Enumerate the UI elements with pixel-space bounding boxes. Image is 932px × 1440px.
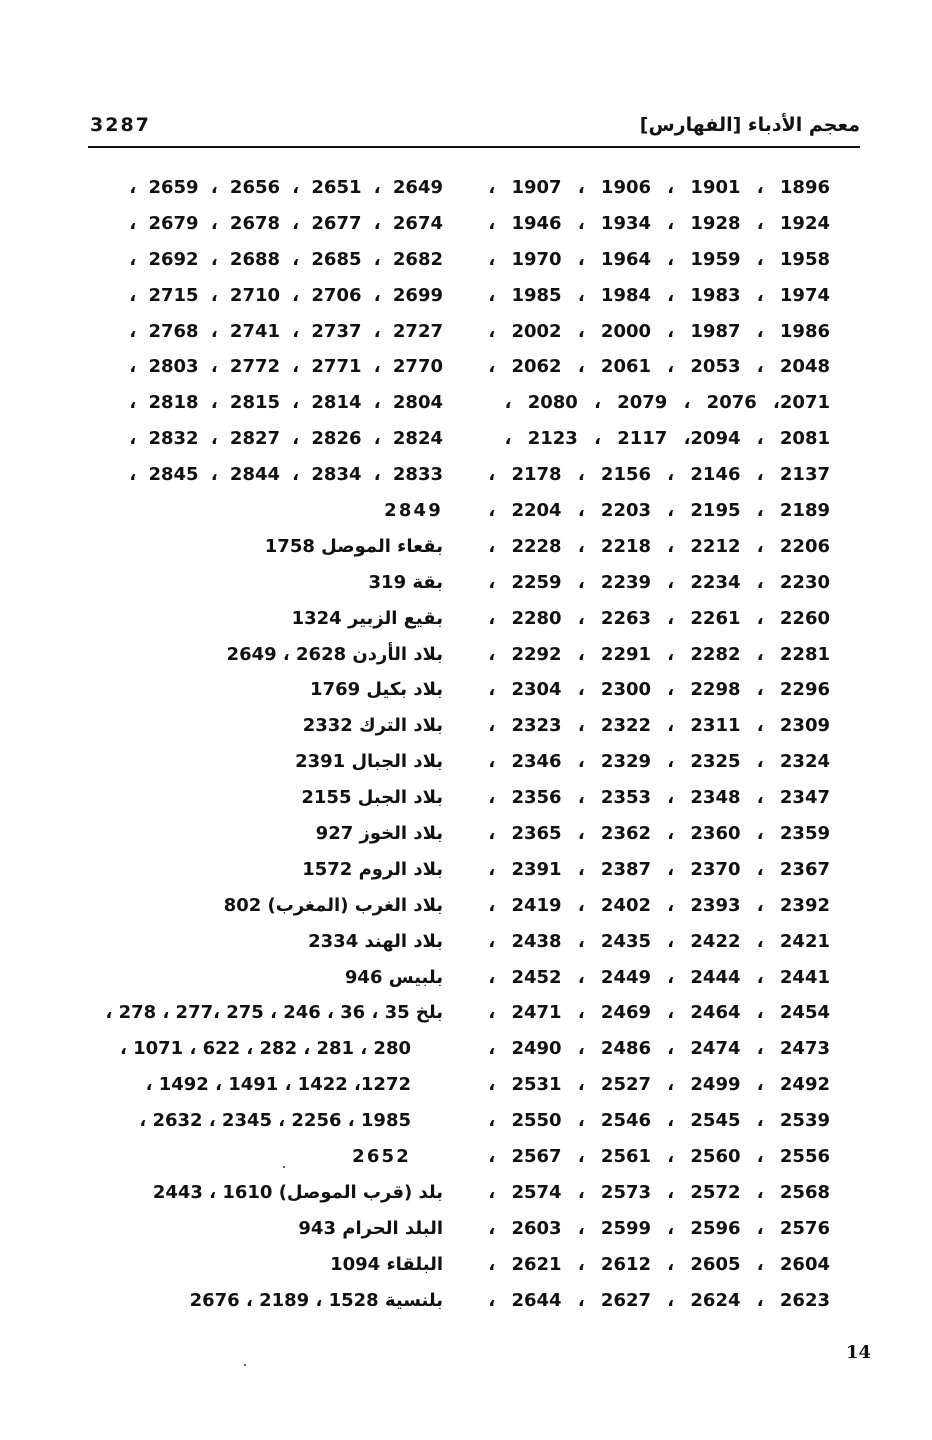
- index-line: 2324 ، 2325 ، 2329 ، 2346 ،: [488, 751, 830, 773]
- index-line: 2833 ، 2834 ، 2844 ، 2845 ،: [129, 464, 443, 486]
- header-rule: [88, 146, 860, 148]
- index-line: 1896 ، 1901 ، 1906 ، 1907 ،: [488, 177, 830, 198]
- index-line: 2230 ، 2234 ، 2239 ، 2259 ،: [488, 571, 830, 593]
- index-entry: بلاد الجبل 2155: [301, 787, 443, 809]
- index-line: 1986 ، 1987 ، 2000 ، 2002 ،: [488, 320, 830, 342]
- index-line: 1974 ، 1983 ، 1984 ، 1985 ،: [488, 284, 830, 306]
- index-line: 2421 ، 2422 ، 2435 ، 2438 ،: [488, 930, 830, 952]
- index-entry: بلد (قرب الموصل) 1610 ، 2443: [152, 1181, 443, 1203]
- index-line: 2081 ، 2094، 2117 ، 2123 ،: [504, 428, 830, 450]
- index-line: 2824 ، 2826 ، 2827 ، 2832 ،: [129, 428, 443, 450]
- index-line: 2206 ، 2212 ، 2218 ، 2228 ،: [488, 535, 830, 557]
- index-entry: بقعاء الموصل 1758: [264, 535, 443, 557]
- index-entry: بلاد الخوز 927: [315, 823, 443, 845]
- index-line: 2576 ، 2596 ، 2599 ، 2603 ،: [488, 1217, 830, 1239]
- index-line: 1924 ، 1928 ، 1934 ، 1946 ،: [488, 212, 830, 234]
- index-line: 2359 ، 2360 ، 2362 ، 2365 ،: [488, 823, 830, 845]
- index-entry: بلنسية 1528 ، 2189 ، 2676: [189, 1289, 443, 1311]
- index-line: 2296 ، 2298 ، 2300 ، 2304 ،: [488, 679, 830, 701]
- index-line: 2649 ، 2651 ، 2656 ، 2659 ،: [129, 177, 443, 198]
- index-line: 2048 ، 2053 ، 2061 ، 2062 ،: [488, 356, 830, 378]
- index-line: 2189 ، 2195 ، 2203 ، 2204 ،: [488, 500, 830, 522]
- index-line: 2623 ، 2624 ، 2627 ، 2644 ،: [488, 1289, 830, 1311]
- index-line: 280 ، 281 ، 282 ، 622 ، 1071 ،: [119, 1038, 411, 1060]
- index-line: 2260 ، 2261 ، 2263 ، 2280 ،: [488, 607, 830, 629]
- index-line: 2727 ، 2737 ، 2741 ، 2768 ،: [129, 320, 443, 342]
- index-line: 2454 ، 2464 ، 2469 ، 2471 ،: [488, 1002, 830, 1024]
- running-header-page-number: 3287: [90, 114, 151, 136]
- index-line: 2849: [384, 500, 443, 522]
- index-line: 2652: [352, 1146, 411, 1168]
- index-entry: بلاد الروم 1572: [302, 858, 443, 880]
- page-number: 14: [846, 1342, 872, 1363]
- index-line: 2281 ، 2282 ، 2291 ، 2292 ،: [488, 643, 830, 665]
- index-line: 2699 ، 2706 ، 2710 ، 2715 ،: [129, 284, 443, 306]
- speck: [283, 1166, 285, 1168]
- running-header-title: معجم الأدباء [الفهارس]: [639, 114, 860, 136]
- index-entry: بلاد الترك 2332: [302, 715, 443, 737]
- index-line: 2568 ، 2572 ، 2573 ، 2574 ،: [488, 1181, 830, 1203]
- index-line: 2392 ، 2393 ، 2402 ، 2419 ،: [488, 894, 830, 916]
- index-entry: البلقاء 1094: [330, 1253, 443, 1275]
- index-entry: البلد الحرام 943: [298, 1217, 443, 1239]
- index-entry: بلاد الجبال 2391: [295, 751, 443, 773]
- index-entry: بلاد الهند 2334: [308, 930, 443, 952]
- index-line: 2492 ، 2499 ، 2527 ، 2531 ،: [488, 1074, 830, 1096]
- index-entry: بلاد بكيل 1769: [310, 679, 443, 701]
- index-line: 1958 ، 1959 ، 1964 ، 1970 ،: [488, 248, 830, 270]
- index-line: 2347 ، 2348 ، 2353 ، 2356 ،: [488, 787, 830, 809]
- index-line: 2539 ، 2545 ، 2546 ، 2550 ،: [488, 1110, 830, 1132]
- index-line: 1272، 1422 ، 1491 ، 1492 ،: [145, 1074, 411, 1096]
- index-line: 2473 ، 2474 ، 2486 ، 2490 ،: [488, 1038, 830, 1060]
- index-line: 2367 ، 2370 ، 2387 ، 2391 ،: [488, 858, 830, 880]
- index-line: 2674 ، 2677 ، 2678 ، 2679 ،: [129, 212, 443, 234]
- index-line: 2071، 2076 ، 2079 ، 2080 ،: [504, 392, 830, 414]
- index-entry: بقة 319: [368, 571, 443, 593]
- index-line: 1985 ، 2256 ، 2345 ، 2632 ،: [139, 1110, 411, 1132]
- index-entry: بقيع الزبير 1324: [291, 607, 443, 629]
- left-index-column: [85, 170, 443, 1319]
- index-entry: بلاد الغرب (المغرب) 802: [223, 894, 443, 916]
- speck: [244, 1364, 246, 1366]
- index-entry: بلبيس 946: [344, 966, 443, 988]
- index-line: 2309 ، 2311 ، 2322 ، 2323 ،: [488, 715, 830, 737]
- index-entry: بلخ 35 ، 36 ، 246 ، 275 ،277 ، 278 ،: [105, 1002, 443, 1024]
- index-line: 2682 ، 2685 ، 2688 ، 2692 ،: [129, 248, 443, 270]
- index-line: 2137 ، 2146 ، 2156 ، 2178 ،: [488, 464, 830, 486]
- index-line: 2556 ، 2560 ، 2561 ، 2567 ،: [488, 1146, 830, 1168]
- right-index-column: [488, 170, 830, 1319]
- index-line: 2804 ، 2814 ، 2815 ، 2818 ،: [129, 392, 443, 414]
- index-line: 2770 ، 2771 ، 2772 ، 2803 ،: [129, 356, 443, 378]
- index-line: 2441 ، 2444 ، 2449 ، 2452 ،: [488, 966, 830, 988]
- index-entry: بلاد الأردن 2628 ، 2649: [226, 643, 443, 665]
- index-line: 2604 ، 2605 ، 2612 ، 2621 ،: [488, 1253, 830, 1275]
